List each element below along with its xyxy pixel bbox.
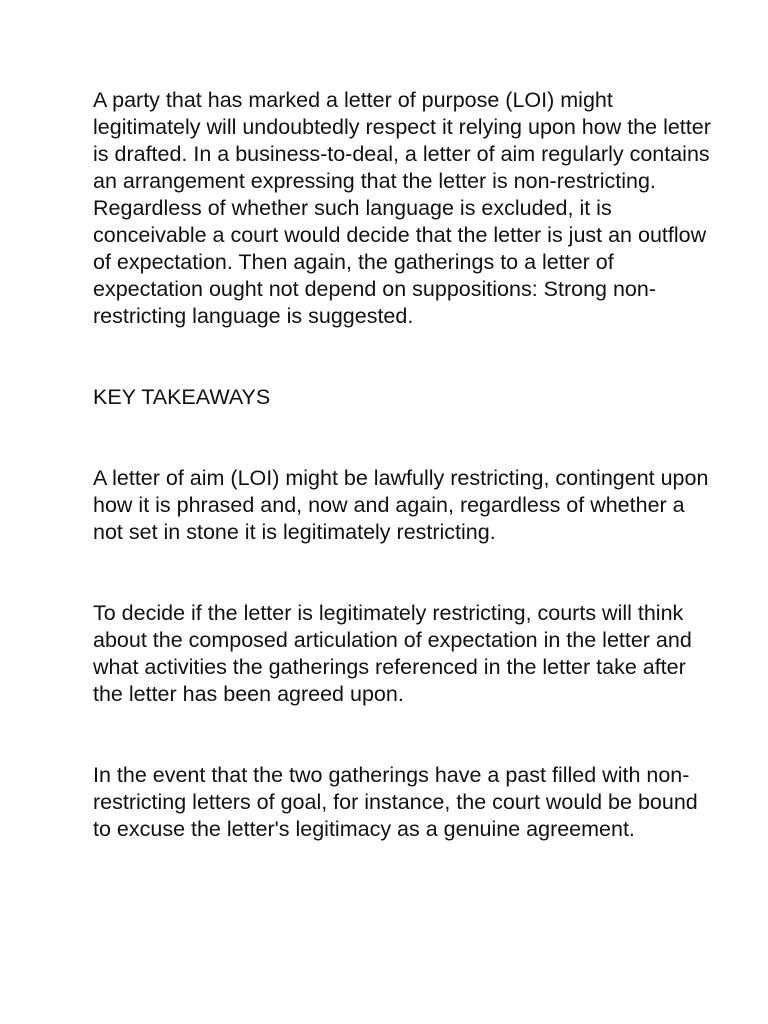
takeaway-paragraph-1: A letter of aim (LOI) might be lawfully restricting, contingent upon how it is phrased and, now and again, regardless of whether a not set in stone it is legitimately restricting. [93,466,709,544]
document-body [93,87,713,897]
section-heading: KEY TAKEAWAYS [93,385,271,409]
takeaway-paragraph-3: In the event that the two gatherings have a past filled with non-restricting letters of goal, for instance, the court would be bound to excuse the letter's legitimacy as a genuine agreement. [93,763,698,841]
takeaway-paragraph-2: To decide if the letter is legitimately restricting, courts will think about the composed articulation of expectation in the letter and what activities the gatherings referenced in the letter take after the letter has been agreed upon. [93,601,692,706]
intro-paragraph: A party that has marked a letter of purpose (LOI) might legitimately will undoubtedly respect it relying upon how the letter is drafted. In a business-to-deal, a letter of aim regularly contains an arrangement expressing that the letter is non-restricting. Regardless of whether such language is excluded, it is conceivable a court would decide that the letter is just an outflow of expectation. Then again, the gatherings to a letter of expectation ought not depend on suppositions: Strong non-restricting language is suggested. [93,88,711,328]
